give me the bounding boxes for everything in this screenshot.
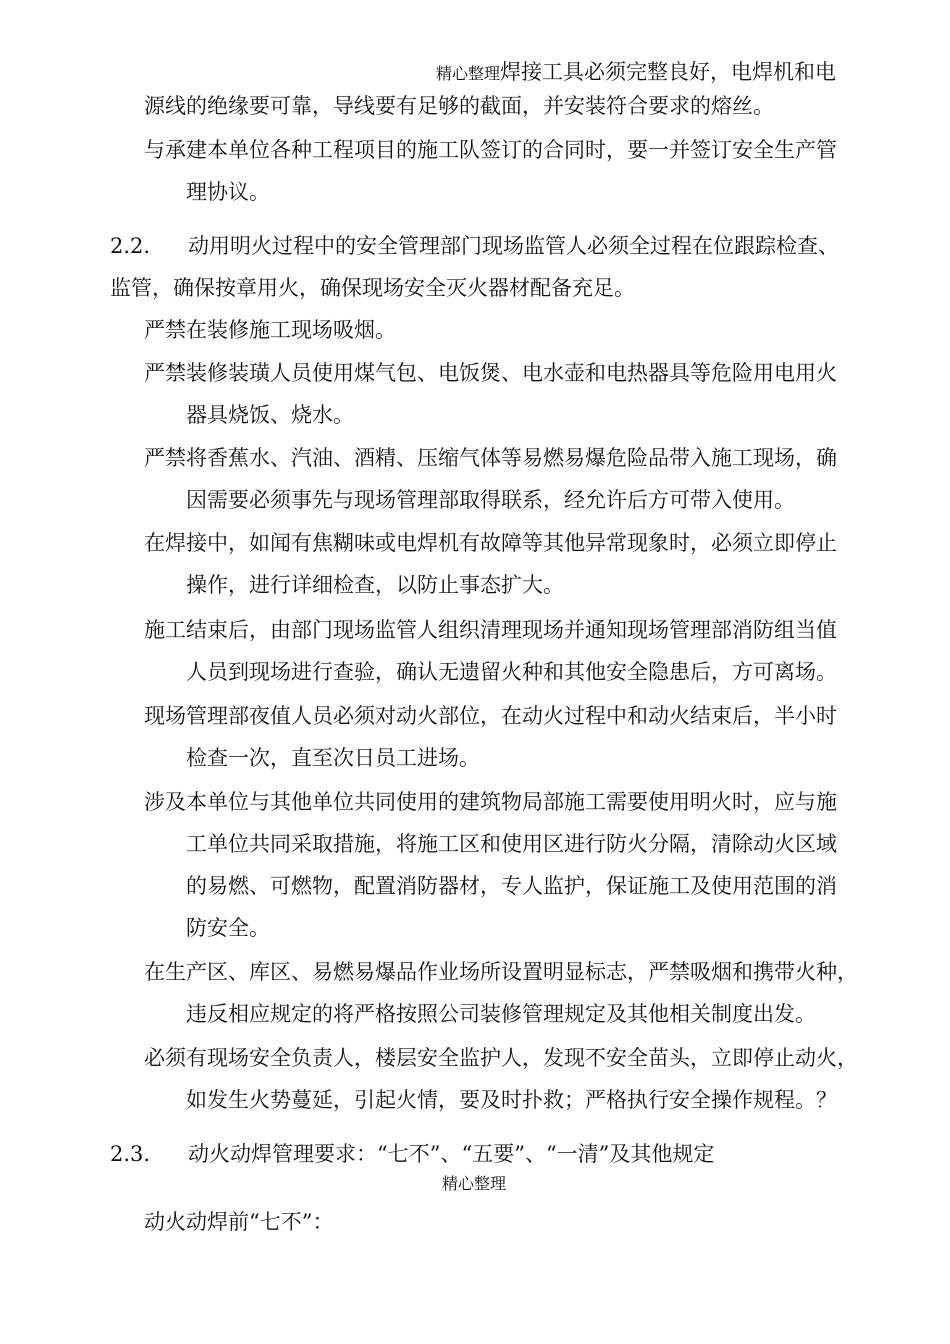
- paragraph-line: 严禁将香蕉水、汽油、酒精、压缩气体等易燃易爆危险品带入施工现场，确: [144, 446, 837, 470]
- section-heading: [110, 1144, 714, 1165]
- paragraph-line: 操作，进行详细检查，以防止事态扩大。: [186, 573, 564, 597]
- paragraph-line: 涉及本单位与其他单位共同使用的建筑物局部施工需要使用明火时，应与施: [144, 790, 837, 814]
- paragraph-line: 防安全。: [186, 916, 270, 940]
- paragraph-line: 因需要必须事先与现场管理部取得联系，经允许后方可带入使用。: [186, 488, 795, 512]
- paragraph-line: 在焊接中，如闻有焦糊味或电焊机有故障等其他异常现象时，必须立即停止: [144, 531, 837, 555]
- section-text: 动用明火过程中的安全管理部门现场监管人必须全过程在位跟踪检查、: [188, 234, 839, 258]
- paragraph-line: 工单位共同采取措施，将施工区和使用区进行防火分隔，清除动火区域: [186, 832, 837, 856]
- section-number: 2.3.: [110, 1142, 151, 1166]
- paragraph-line: 违反相应规定的将严格按照公司装修管理规定及其他相关制度出发。: [186, 1002, 816, 1026]
- paragraph-line: 在生产区、库区、易燃易爆品作业场所设置明显标志，严禁吸烟和携带火种，: [144, 960, 858, 984]
- paragraph-line: 与承建本单位各种工程项目的施工队签订的合同时，要一并签订安全生产管: [144, 138, 837, 162]
- header-text: 焊接工具必须完整良好，电焊机和电: [500, 60, 837, 84]
- footer-watermark: 精心整理: [442, 1174, 507, 1193]
- paragraph-line: 如发生火势蔓延，引起火情，要及时扑救；严格执行安全操作规程。？: [186, 1088, 837, 1112]
- section-text: 动火动焊管理要求：“七不”、“五要”、“一清”及其他规定: [188, 1142, 715, 1166]
- paragraph-line: 现场管理部夜值人员必须对动火部位，在动火过程中和动火结束后，半小时: [144, 704, 837, 728]
- section-heading: [110, 236, 839, 257]
- section-number: 2.2.: [110, 234, 151, 258]
- paragraph-line: 理协议。: [186, 180, 270, 204]
- paragraph-line: 人员到现场进行查验，确认无遗留火种和其他安全隐患后，方可离场。: [186, 660, 837, 684]
- paragraph-line: 检查一次，直至次日员工进场。: [186, 746, 480, 770]
- paragraph-line: 监管，确保按章用火，确保现场安全灭火器材配备充足。: [110, 276, 635, 300]
- header-line: [436, 62, 836, 83]
- paragraph-line: 器具烧饭、烧水。: [186, 403, 354, 427]
- paragraph-line: 施工结束后，由部门现场监管人组织清理现场并通知现场管理部消防组当值: [144, 618, 837, 642]
- paragraph-line: 严禁在装修施工现场吸烟。: [144, 318, 396, 342]
- paragraph-line: 源线的绝缘要可靠，导线要有足够的截面，并安装符合要求的熔丝。: [144, 94, 774, 118]
- paragraph-line: 必须有现场安全负责人，楼层安全监护人，发现不安全苗头，立即停止动火，: [144, 1046, 858, 1070]
- header-watermark: 精心整理: [436, 64, 501, 83]
- paragraph-line: 严禁装修装璜人员使用煤气包、电饭煲、电水壶和电热器具等危险用电用火: [144, 361, 837, 385]
- paragraph-line: 的易燃、可燃物，配置消防器材，专人监护，保证施工及使用范围的消: [186, 874, 837, 898]
- paragraph-line: 动火动焊前“七不”：: [144, 1210, 334, 1234]
